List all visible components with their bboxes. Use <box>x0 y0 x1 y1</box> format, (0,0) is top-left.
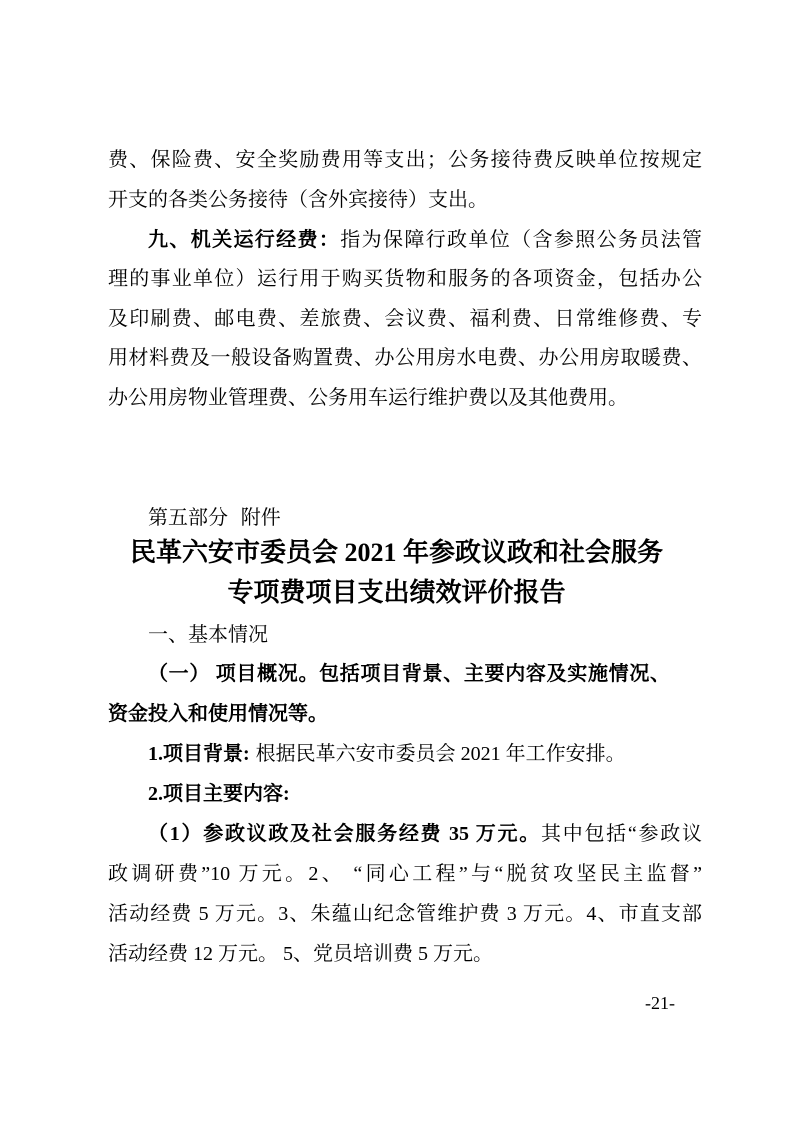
term-heading: 九、机关运行经费： <box>148 229 341 251</box>
page-number: -21- <box>645 993 675 1013</box>
subsection-heading-line: （一） 项目概况。包括项目背景、主要内容及实施情况、 <box>148 663 670 685</box>
report-title-line-2: 专项费项目支出绩效评价报告 <box>227 578 566 607</box>
background-text: 根据民革六安市委员会 2021 年工作安排。 <box>255 743 626 765</box>
report-title-line-1: 民革六安市委员会 2021 年参政议政和社会服务 <box>129 538 663 567</box>
paragraph-line: 用材料费及一般设备购置费、办公用房水电费、办公用房取暖费、 <box>108 347 702 369</box>
subsection-heading-line: 资金投入和使用情况等。 <box>108 703 328 725</box>
background-item <box>148 742 702 766</box>
paragraph-line: 活动经费 5 万元。3、朱蕴山纪念管维护费 3 万元。4、市直支部 <box>108 903 702 925</box>
part-heading: 第五部分 附件 <box>148 505 281 529</box>
term-definition: 指为保障行政单位（含参照公务员法管 <box>340 229 702 251</box>
paragraph-line: 活动经费 12 万元。 5、党员培训费 5 万元。 <box>108 943 493 965</box>
section-heading: 一、基本情况 <box>148 622 268 646</box>
paragraph-line: 理的事业单位）运行用于购买货物和服务的各项资金，包括办公 <box>108 268 702 290</box>
paragraph-line: 办公用房物业管理费、公务用车运行维护费以及其他费用。 <box>108 387 628 409</box>
item-first-line <box>148 822 702 846</box>
section-nine-first-line <box>148 228 702 252</box>
paragraph-line: 费、保险费、安全奖励费用等支出；公务接待费反映单位按规定 <box>108 149 702 171</box>
paragraph-line: 政调研费”10 万元。2、 “同心工程”与“脱贫攻坚民主监督” <box>108 863 702 885</box>
item-label: （1）参政议政及社会服务经费 35 万元。 <box>148 823 541 845</box>
paragraph-line: 开支的各类公务接待（含外宾接待）支出。 <box>108 189 488 211</box>
item-text: 其中包括“参政议 <box>540 823 702 845</box>
main-content-label: 2.项目主要内容: <box>148 783 290 805</box>
background-label: 1.项目背景: <box>148 743 250 765</box>
paragraph-line: 及印刷费、邮电费、差旅费、会议费、福利费、日常维修费、专 <box>108 308 702 330</box>
